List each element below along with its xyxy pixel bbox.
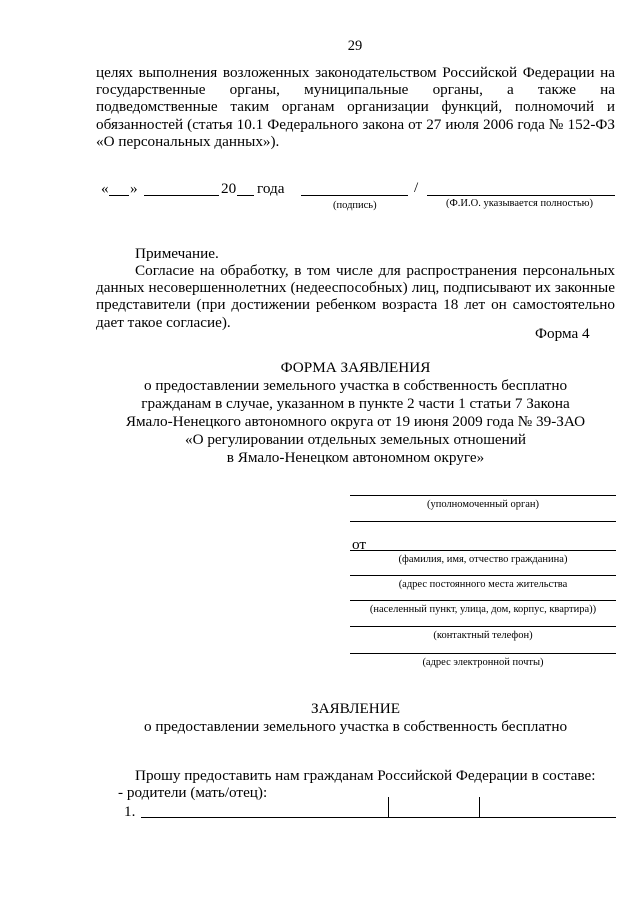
- address-caption: (населенный пункт, улица, дом, корпус, квартира)): [369, 604, 597, 615]
- fio-caption: (Ф.И.О. указывается полностью): [446, 198, 593, 209]
- request-text: Прошу предоставить нам гражданам Российской Федерации в составе:: [135, 767, 596, 784]
- table-column-divider: [388, 797, 389, 818]
- signature-slash: /: [414, 179, 419, 196]
- statement-heading: ЗАЯВЛЕНИЕ: [310, 700, 401, 717]
- row-number: 1.: [124, 803, 136, 820]
- form-title: [96, 359, 615, 467]
- authority-caption: (уполномоченный орган): [426, 499, 540, 510]
- date-day-field[interactable]: [109, 195, 129, 196]
- from-word: от: [352, 536, 367, 553]
- authority-field-2[interactable]: [350, 521, 616, 522]
- date-close-quote: »: [130, 180, 138, 197]
- residence-field[interactable]: [350, 575, 616, 576]
- date-year-word: года: [257, 180, 285, 197]
- residence-caption: (адрес постоянного места жительства: [398, 579, 568, 590]
- parent-row-line[interactable]: [141, 817, 616, 818]
- email-field[interactable]: [350, 653, 616, 654]
- page-number: 29: [347, 38, 363, 54]
- email-caption: (адрес электронной почты): [422, 657, 544, 668]
- phone-caption: (контактный телефон): [433, 630, 533, 641]
- parents-label: - родители (мать/отец):: [118, 784, 268, 801]
- note-text: Согласие на обработку, в том числе для распространения персональных данных несовершеннолетних (недееспособных) лиц, подписывают их законные представители (при достижении ребенком возраста 18 лет он самостоятельно дает такое согласие).: [96, 262, 615, 331]
- name-field[interactable]: [350, 550, 616, 551]
- signature-field[interactable]: [301, 195, 408, 196]
- form-title-line: Ямало-Ненецкого автономного округа от 19 июня 2009 года № 39-ЗАО: [125, 413, 586, 430]
- form-title-line: о предоставлении земельного участка в собственность бесплатно: [143, 377, 568, 394]
- note-heading: Примечание.: [135, 245, 219, 262]
- form-title-line: «О регулировании отдельных земельных отношений: [184, 431, 527, 448]
- date-year-prefix: 20: [221, 180, 237, 197]
- date-month-field[interactable]: [144, 195, 219, 196]
- authority-field[interactable]: [350, 495, 616, 496]
- form-label: Форма 4: [535, 325, 590, 342]
- signature-caption: (подпись): [333, 200, 377, 211]
- address-field[interactable]: [350, 600, 616, 601]
- table-column-divider: [479, 797, 480, 818]
- intro-paragraph: целях выполнения возложенных законодательством Российской Федерации на государственные органы, муниципальные органы, а также на подведомственные таким органам организации функций, полномочий и обязанностей (статья 10.1 Федерального закона от 27 июля 2006 года № 152-ФЗ «О персональных данных»).: [96, 64, 615, 150]
- fio-field[interactable]: [427, 195, 615, 196]
- phone-field[interactable]: [350, 626, 616, 627]
- date-open-quote: «: [101, 180, 109, 197]
- name-caption: (фамилия, имя, отчество гражданина): [398, 554, 568, 565]
- form-title-line: гражданам в случае, указанном в пункте 2 части 1 статьи 7 Закона: [141, 395, 570, 412]
- form-title-heading: ФОРМА ЗАЯВЛЕНИЯ: [280, 359, 431, 376]
- date-year-field[interactable]: [237, 195, 254, 196]
- form-title-line: в Ямало-Ненецком автономном округе»: [226, 449, 485, 466]
- statement-subheading: о предоставлении земельного участка в собственность бесплатно: [143, 718, 568, 735]
